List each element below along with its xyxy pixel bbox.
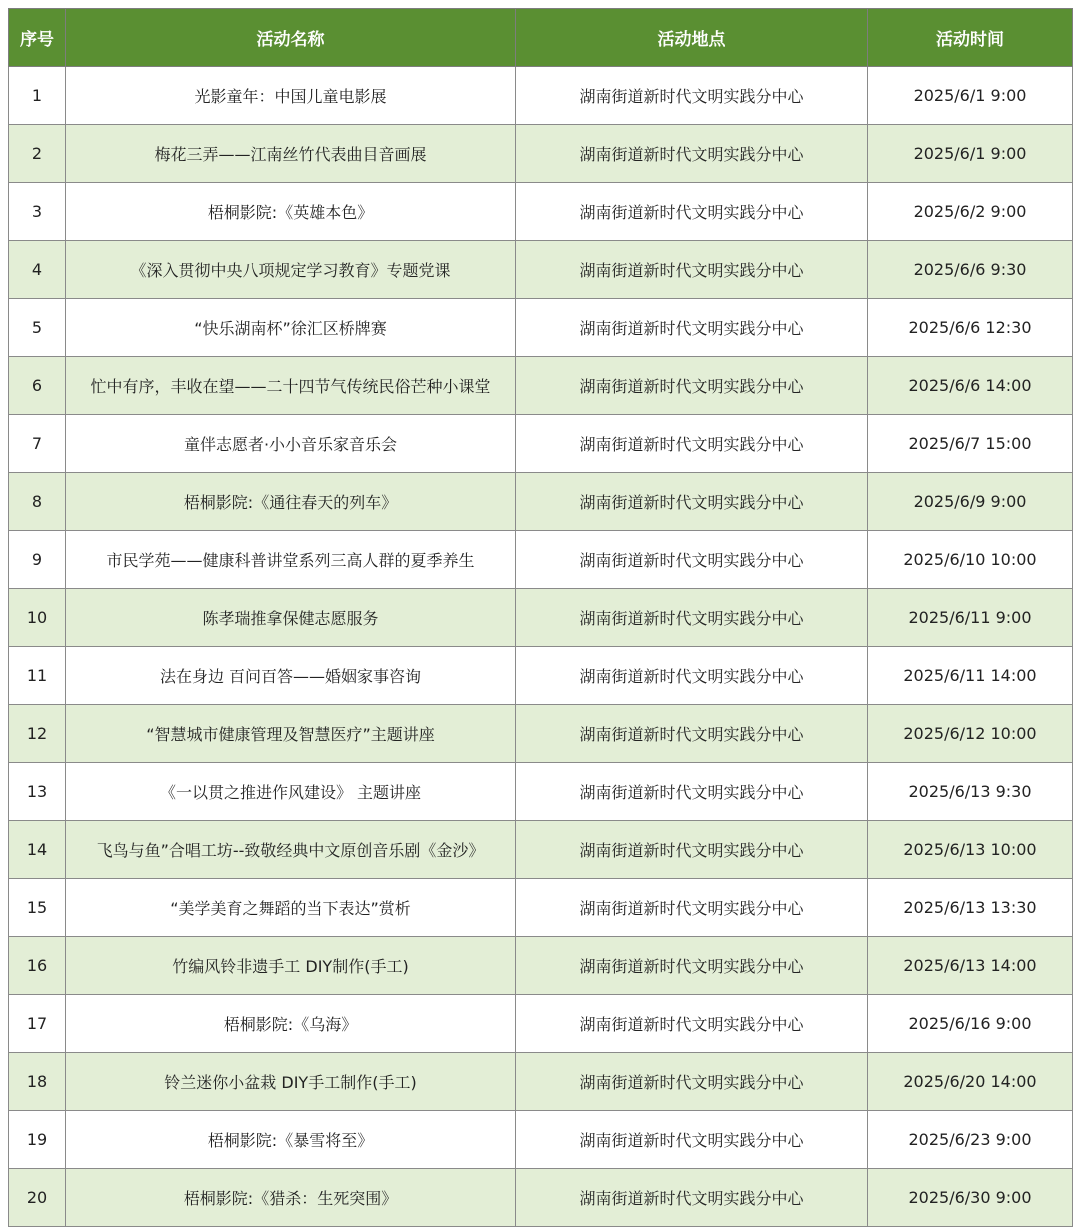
cell-name: “美学美育之舞蹈的当下表达”赏析 [66,879,516,937]
header-name: 活动名称 [66,9,516,67]
cell-name: 《一以贯之推进作风建设》 主题讲座 [66,763,516,821]
cell-place: 湖南街道新时代文明实践分中心 [516,1111,868,1169]
cell-no: 7 [9,415,66,473]
table-row [9,299,1073,357]
cell-time: 2025/6/6 12:30 [868,299,1073,357]
table-row [9,125,1073,183]
cell-no: 16 [9,937,66,995]
cell-no: 11 [9,647,66,705]
cell-time: 2025/6/23 9:00 [868,1111,1073,1169]
table-row [9,531,1073,589]
table-row [9,1053,1073,1111]
header-place: 活动地点 [516,9,868,67]
cell-name: 飞鸟与鱼”合唱工坊--致敬经典中文原创音乐剧《金沙》 [66,821,516,879]
cell-name: 光影童年：中国儿童电影展 [66,67,516,125]
activity-table [8,8,1073,1227]
cell-name: 忙中有序，丰收在望——二十四节气传统民俗芒种小课堂 [66,357,516,415]
cell-no: 2 [9,125,66,183]
table-row [9,67,1073,125]
table-row [9,995,1073,1053]
cell-name: 竹编风铃非遗手工 DIY制作(手工) [66,937,516,995]
cell-no: 15 [9,879,66,937]
cell-time: 2025/6/7 15:00 [868,415,1073,473]
cell-place: 湖南街道新时代文明实践分中心 [516,647,868,705]
cell-name: 陈孝瑞推拿保健志愿服务 [66,589,516,647]
cell-place: 湖南街道新时代文明实践分中心 [516,1053,868,1111]
cell-time: 2025/6/2 9:00 [868,183,1073,241]
cell-place: 湖南街道新时代文明实践分中心 [516,67,868,125]
table-row [9,1169,1073,1227]
cell-name: 梧桐影院:《乌海》 [66,995,516,1053]
table-row [9,473,1073,531]
cell-time: 2025/6/12 10:00 [868,705,1073,763]
cell-place: 湖南街道新时代文明实践分中心 [516,299,868,357]
table-row [9,937,1073,995]
cell-time: 2025/6/13 9:30 [868,763,1073,821]
cell-time: 2025/6/11 14:00 [868,647,1073,705]
cell-place: 湖南街道新时代文明实践分中心 [516,531,868,589]
table-row [9,879,1073,937]
cell-place: 湖南街道新时代文明实践分中心 [516,183,868,241]
cell-name: 梧桐影院:《暴雪将至》 [66,1111,516,1169]
cell-name: “智慧城市健康管理及智慧医疗”主题讲座 [66,705,516,763]
cell-no: 8 [9,473,66,531]
table-row [9,1111,1073,1169]
cell-no: 18 [9,1053,66,1111]
table-row [9,183,1073,241]
table-row [9,589,1073,647]
cell-time: 2025/6/16 9:00 [868,995,1073,1053]
cell-time: 2025/6/6 9:30 [868,241,1073,299]
cell-no: 20 [9,1169,66,1227]
header-no: 序号 [9,9,66,67]
table-row [9,763,1073,821]
cell-name: “快乐湖南杯”徐汇区桥牌赛 [66,299,516,357]
cell-no: 1 [9,67,66,125]
cell-name: 童伴志愿者·小小音乐家音乐会 [66,415,516,473]
cell-place: 湖南街道新时代文明实践分中心 [516,937,868,995]
cell-time: 2025/6/9 9:00 [868,473,1073,531]
cell-time: 2025/6/13 13:30 [868,879,1073,937]
cell-no: 17 [9,995,66,1053]
cell-place: 湖南街道新时代文明实践分中心 [516,241,868,299]
table-row [9,241,1073,299]
cell-name: 梧桐影院:《英雄本色》 [66,183,516,241]
cell-no: 19 [9,1111,66,1169]
cell-time: 2025/6/1 9:00 [868,67,1073,125]
cell-time: 2025/6/1 9:00 [868,125,1073,183]
cell-time: 2025/6/13 14:00 [868,937,1073,995]
cell-name: 《深入贯彻中央八项规定学习教育》专题党课 [66,241,516,299]
cell-no: 10 [9,589,66,647]
cell-no: 9 [9,531,66,589]
cell-no: 14 [9,821,66,879]
cell-place: 湖南街道新时代文明实践分中心 [516,473,868,531]
cell-no: 12 [9,705,66,763]
cell-place: 湖南街道新时代文明实践分中心 [516,125,868,183]
cell-name: 梅花三弄——江南丝竹代表曲目音画展 [66,125,516,183]
cell-place: 湖南街道新时代文明实践分中心 [516,821,868,879]
cell-place: 湖南街道新时代文明实践分中心 [516,705,868,763]
cell-place: 湖南街道新时代文明实践分中心 [516,415,868,473]
cell-name: 法在身边 百问百答——婚姻家事咨询 [66,647,516,705]
table-row [9,647,1073,705]
table-row [9,821,1073,879]
table-body [9,67,1073,1227]
table-row [9,415,1073,473]
table-row [9,705,1073,763]
cell-place: 湖南街道新时代文明实践分中心 [516,995,868,1053]
cell-place: 湖南街道新时代文明实践分中心 [516,879,868,937]
cell-no: 4 [9,241,66,299]
cell-name: 梧桐影院:《猎杀：生死突围》 [66,1169,516,1227]
header-time: 活动时间 [868,9,1073,67]
cell-place: 湖南街道新时代文明实践分中心 [516,1169,868,1227]
cell-time: 2025/6/30 9:00 [868,1169,1073,1227]
cell-no: 6 [9,357,66,415]
table-row [9,357,1073,415]
cell-place: 湖南街道新时代文明实践分中心 [516,357,868,415]
cell-time: 2025/6/6 14:00 [868,357,1073,415]
cell-name: 铃兰迷你小盆栽 DIY手工制作(手工) [66,1053,516,1111]
cell-name: 梧桐影院:《通往春天的列车》 [66,473,516,531]
cell-no: 3 [9,183,66,241]
cell-no: 5 [9,299,66,357]
cell-time: 2025/6/20 14:00 [868,1053,1073,1111]
cell-time: 2025/6/11 9:00 [868,589,1073,647]
cell-name: 市民学苑——健康科普讲堂系列三高人群的夏季养生 [66,531,516,589]
activity-schedule-sheet [8,8,1072,1227]
cell-place: 湖南街道新时代文明实践分中心 [516,589,868,647]
cell-place: 湖南街道新时代文明实践分中心 [516,763,868,821]
cell-time: 2025/6/10 10:00 [868,531,1073,589]
cell-time: 2025/6/13 10:00 [868,821,1073,879]
table-header-row [9,9,1073,67]
cell-no: 13 [9,763,66,821]
